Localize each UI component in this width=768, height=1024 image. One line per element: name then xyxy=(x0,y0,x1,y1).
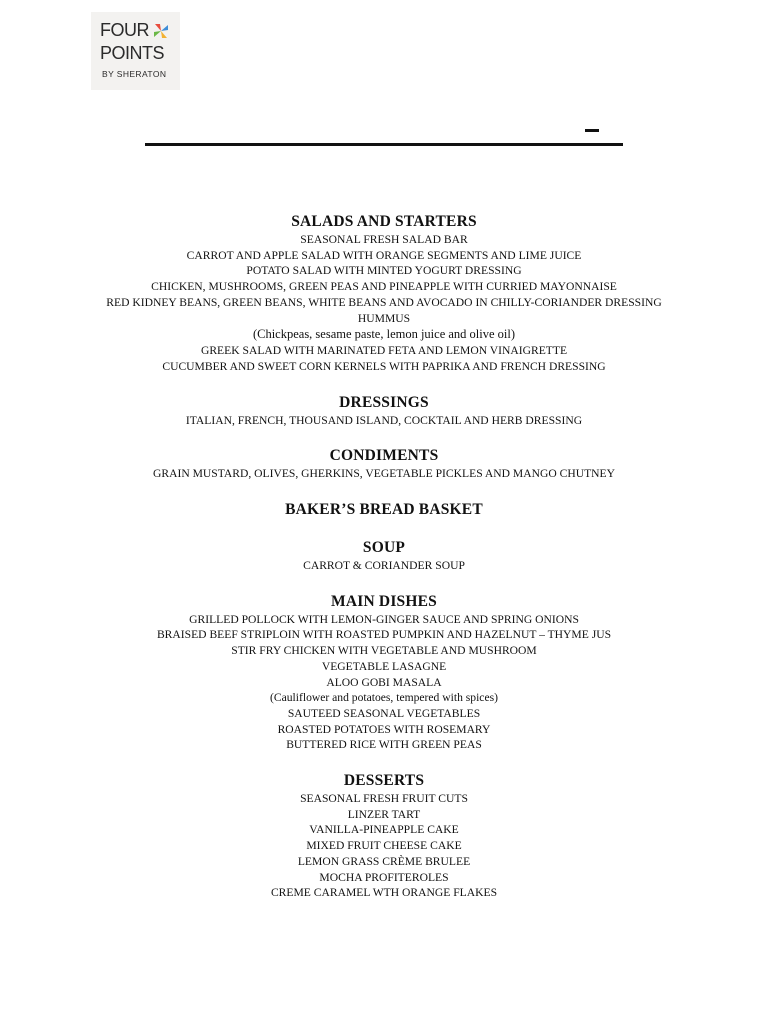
menu-body xyxy=(0,212,768,919)
menu-item: LINZER TART xyxy=(347,807,421,821)
section-dressings xyxy=(0,393,768,429)
menu-item: LEMON GRASS CRÈME BRULEE xyxy=(297,854,471,868)
menu-item: POTATO SALAD WITH MINTED YOGURT DRESSING xyxy=(246,264,522,278)
section-condiments xyxy=(0,446,768,482)
four-points-logo xyxy=(91,12,180,90)
menu-item: GRILLED POLLOCK WITH LEMON-GINGER SAUCE AND SPRING ONIONS xyxy=(189,612,579,626)
section-heading: SOUP xyxy=(362,539,406,557)
menu-item: SAUTEED SEASONAL VEGETABLES xyxy=(287,706,481,720)
menu-item: SEASONAL FRESH FRUIT CUTS xyxy=(300,792,468,806)
menu-item: ROASTED POTATOES WITH ROSEMARY xyxy=(277,722,491,736)
logo-text-by-sheraton: BY SHERATON xyxy=(102,69,167,79)
pinwheel-icon xyxy=(153,23,169,39)
section-heading: DRESSINGS xyxy=(339,393,429,411)
section-heading: DESSERTS xyxy=(343,772,425,790)
logo-text-points: POINTS xyxy=(100,43,165,63)
section-soup xyxy=(0,538,768,574)
title-underline-rule xyxy=(145,143,623,146)
menu-item: CUCUMBER AND SWEET CORN KERNELS WITH PAPRIKA AND FRENCH DRESSING xyxy=(162,359,606,373)
section-heading: CONDIMENTS xyxy=(329,447,439,465)
menu-item: CREME CARAMEL WTH ORANGE FLAKES xyxy=(270,886,498,900)
menu-item: RED KIDNEY BEANS, GREEN BEANS, WHITE BEANS AND AVOCADO IN CHILLY-CORIANDER DRESSING xyxy=(106,295,662,309)
menu-item: HUMMUS xyxy=(357,311,411,325)
menu-item-description: (Cauliflower and potatoes, tempered with spices) xyxy=(270,691,498,705)
menu-item: ITALIAN, FRENCH, THOUSAND ISLAND, COCKTAIL AND HERB DRESSING xyxy=(185,413,583,427)
section-main-dishes xyxy=(0,592,768,753)
menu-item: CHICKEN, MUSHROOMS, GREEN PEAS AND PINEAPPLE WITH CURRIED MAYONNAISE xyxy=(151,280,617,294)
logo-text-four: FOUR xyxy=(100,20,149,40)
menu-item: MIXED FRUIT CHEESE CAKE xyxy=(306,839,462,853)
section-heading: SALADS AND STARTERS xyxy=(291,213,477,230)
menu-item: SEASONAL FRESH SALAD BAR xyxy=(300,233,468,246)
menu-item: STIR FRY CHICKEN WITH VEGETABLE AND MUSHROOM xyxy=(231,644,537,658)
menu-item: MOCHA PROFITEROLES xyxy=(319,870,449,884)
menu-item: CARROT AND APPLE SALAD WITH ORANGE SEGMENTS AND LIME JUICE xyxy=(186,248,582,262)
section-bread-basket xyxy=(0,500,768,520)
menu-item: BRAISED BEEF STRIPLOIN WITH ROASTED PUMPKIN AND HAZELNUT – THYME JUS xyxy=(156,628,612,642)
menu-item: BUTTERED RICE WITH GREEN PEAS xyxy=(286,738,482,752)
section-heading: BAKER’S BREAD BASKET xyxy=(285,501,483,519)
menu-item: CARROT & CORIANDER SOUP xyxy=(303,559,465,573)
menu-item: GREEK SALAD WITH MARINATED FETA AND LEMON VINAIGRETTE xyxy=(200,344,568,358)
section-desserts xyxy=(0,771,768,901)
menu-item: VANILLA-PINEAPPLE CAKE xyxy=(309,823,459,837)
menu-item: GRAIN MUSTARD, OLIVES, GHERKINS, VEGETABLE PICKLES AND MANGO CHUTNEY xyxy=(153,467,615,481)
menu-item-description: (Chickpeas, sesame paste, lemon juice and olive oil) xyxy=(252,327,516,342)
menu-item: ALOO GOBI MASALA xyxy=(326,675,442,689)
section-salads-and-starters xyxy=(0,212,768,375)
menu-item: VEGETABLE LASAGNE xyxy=(321,659,447,673)
title-dash xyxy=(585,129,599,132)
section-heading: MAIN DISHES xyxy=(331,592,437,610)
